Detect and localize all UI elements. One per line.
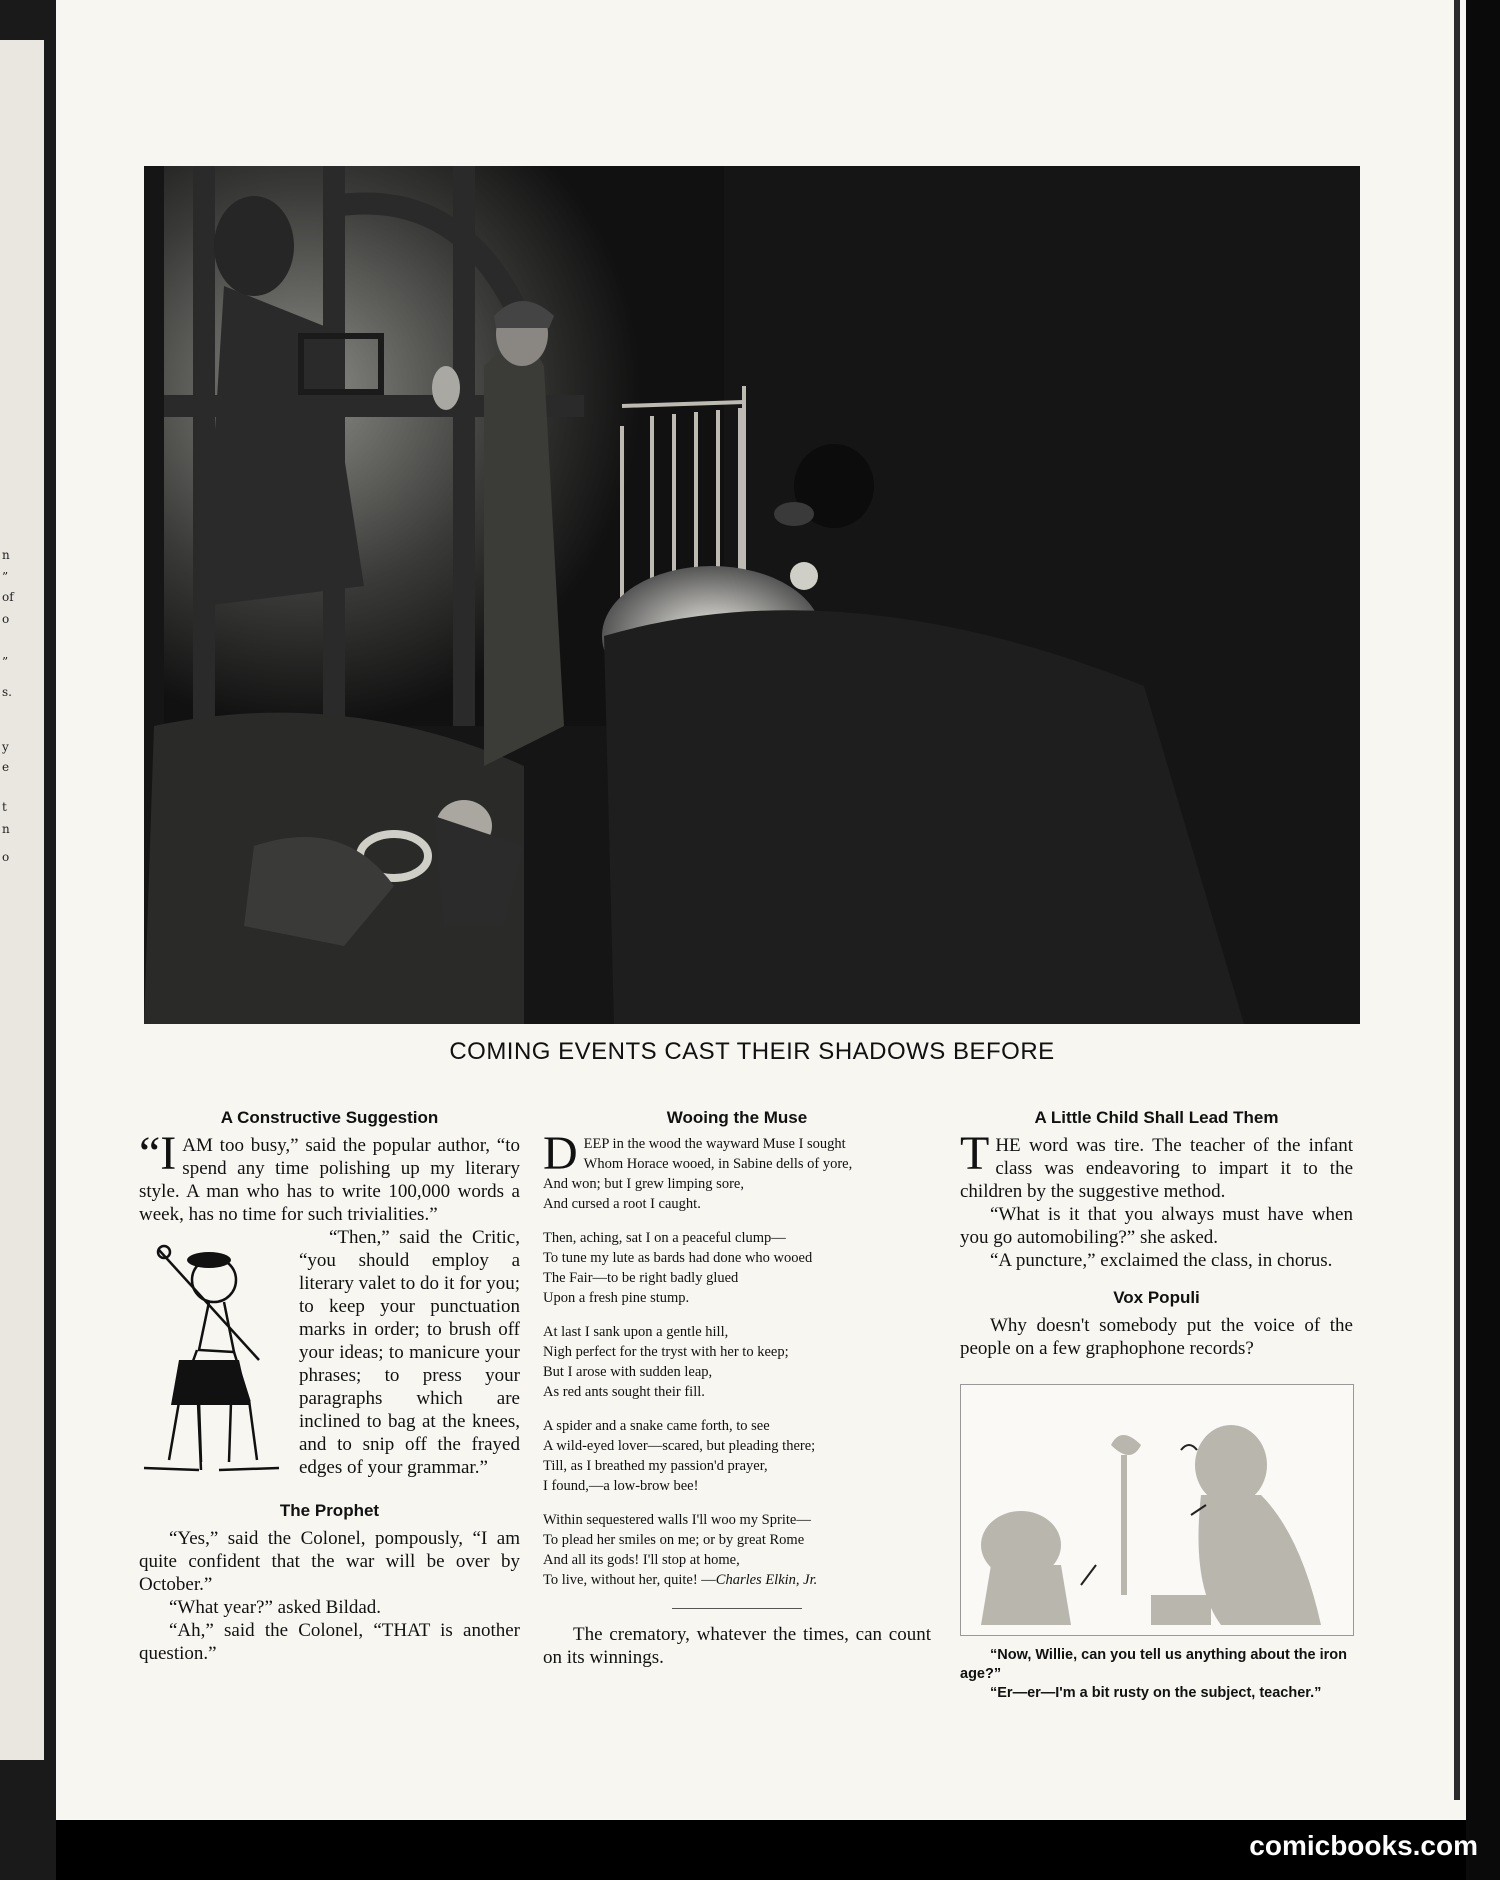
poem-line: A spider and a snake came forth, to see [543, 1418, 770, 1434]
paragraph-crematory-joke: The crematory, whatever the times, can count on its winnings. [543, 1624, 931, 1668]
poem-line: To tune my lute as bards had done who wooed [543, 1250, 813, 1266]
poem-line: Till, as I breathed my passion'd prayer, [543, 1458, 768, 1474]
facing-page-fragment: ” [2, 570, 9, 584]
poem-line: But I arose with sudden leap, [543, 1364, 713, 1380]
poem-line: To plead her smiles on me; or by great Rome [543, 1532, 805, 1548]
drop-cap: D [543, 1127, 578, 1180]
poem-stanza-1 [543, 1127, 931, 1214]
drop-cap: “I [139, 1127, 177, 1180]
binding-shadow [1454, 0, 1460, 1800]
facing-page-fragment: e [2, 760, 10, 774]
poem-line: To live, without her, quite! — [543, 1572, 716, 1588]
divider [672, 1608, 802, 1609]
poem-stanza-4 [543, 1416, 931, 1496]
burglar-illustration [144, 166, 1360, 1024]
column-right [960, 1100, 1353, 1703]
paragraph-vox-populi: Why doesn't somebody put the voice of the people on a few graphophone records? [960, 1315, 1353, 1359]
paragraph-author-quote [139, 1127, 520, 1226]
paragraph-colonel-reply: “Ah,” said the Colonel, “THAT is another question.” [139, 1620, 520, 1664]
poem-line: Within sequestered walls I'll woo my Sprite— [543, 1512, 811, 1528]
poem-line: Then, aching, sat I on a peaceful clump— [543, 1230, 786, 1246]
drop-cap: T [960, 1127, 990, 1180]
facing-page-edge [0, 0, 56, 1880]
facing-page-fragment: s. [2, 685, 12, 699]
heading-wooing-the-muse: Wooing the Muse [666, 1108, 808, 1127]
text-teacher-story: HE word was tire. The teacher of the infant class was endeavoring to impart it to the children by the suggestive method. [960, 1135, 1353, 1202]
poem-stanza-2 [543, 1228, 931, 1308]
paragraph-colonel-quote: “Yes,” said the Colonel, pompously, “I am quite confident that the war will be over by October.” [139, 1528, 520, 1595]
scan-border [1466, 0, 1500, 1880]
facing-page-fragment: ” [2, 655, 9, 669]
paragraph-teacher-story [960, 1127, 1353, 1203]
column-middle [543, 1100, 931, 1669]
paragraph-teacher-question: “What is it that you always must have when you go automobiling?” she asked. [960, 1204, 1353, 1248]
paragraph-bildad-quote: “What year?” asked Bildad. [169, 1597, 382, 1618]
cartoon-caption-willie: “Er—er—I'm a bit rusty on the subject, teacher.” [990, 1685, 1322, 1701]
cartoon-caption-teacher: “Now, Willie, can you tell us anything about the iron age?” [960, 1647, 1348, 1682]
site-watermark: comicbooks.com [1249, 1830, 1478, 1861]
poem-line: EEP in the wood the wayward Muse I sought [583, 1136, 846, 1152]
heading-the-prophet: The Prophet [279, 1501, 380, 1520]
heading-constructive-suggestion: A Constructive Suggestion [220, 1108, 439, 1127]
paragraph-critic-quote: “Then,” said the Critic, “you should employ a literary valet to do it for you; to keep your punctuation marks in order; to brush off your ideas; to manicure your phrases; to press your paragraphs which are inclined to bag at the knees, and to snip off the frayed edges of your grammar.” [299, 1227, 520, 1478]
facing-page-fragment: o [2, 850, 10, 864]
facing-page-fragment: y [2, 740, 9, 754]
paragraph-class-answer: “A puncture,” exclaimed the class, in chorus. [990, 1250, 1333, 1271]
poem-line: Nigh perfect for the tryst with her to keep; [543, 1344, 789, 1360]
facing-page-paper [0, 40, 44, 1760]
poem-stanza-5 [543, 1510, 931, 1590]
facing-page-fragment: t [2, 800, 7, 814]
facing-page-fragment: of [2, 590, 14, 604]
poem-stanza-3 [543, 1322, 931, 1402]
literary-valet-cartoon [139, 1230, 291, 1480]
poem-line: And won; but I grew limping sore, [543, 1176, 744, 1192]
column-left [139, 1100, 520, 1665]
illustration-caption: COMING EVENTS CAST THEIR SHADOWS BEFORE [449, 1038, 1055, 1065]
poem-line: I found,—a low-brow bee! [543, 1478, 699, 1494]
poem-line: And cursed a root I caught. [543, 1196, 701, 1212]
iron-age-cartoon [960, 1384, 1354, 1636]
poem-line: At last I sank upon a gentle hill, [543, 1324, 729, 1340]
poem-line: The Fair—to be right badly glued [543, 1270, 739, 1286]
poem-line: Upon a fresh pine stump. [543, 1290, 690, 1306]
text-author-quote: AM too busy,” said the popular author, “to spend any time polishing up my literary style. A man who has to write 100,000 words a week, has no time for such trivialities.” [139, 1135, 520, 1225]
heading-little-child: A Little Child Shall Lead Them [1034, 1108, 1279, 1127]
heading-vox-populi: Vox Populi [1113, 1288, 1200, 1307]
facing-page-fragment: o [2, 612, 10, 626]
poem-line: Whom Horace wooed, in Sabine dells of yore, [583, 1156, 853, 1172]
poem-line: As red ants sought their fill. [543, 1384, 705, 1400]
poem-line: And all its gods! I'll stop at home, [543, 1552, 740, 1568]
poem-last-line [543, 1570, 931, 1590]
poem-signature: Charles Elkin, Jr. [715, 1572, 818, 1588]
facing-page-fragment: n [2, 822, 10, 836]
facing-page-fragment: n [2, 548, 10, 562]
poem-line: A wild-eyed lover—scared, but pleading there; [543, 1438, 816, 1454]
